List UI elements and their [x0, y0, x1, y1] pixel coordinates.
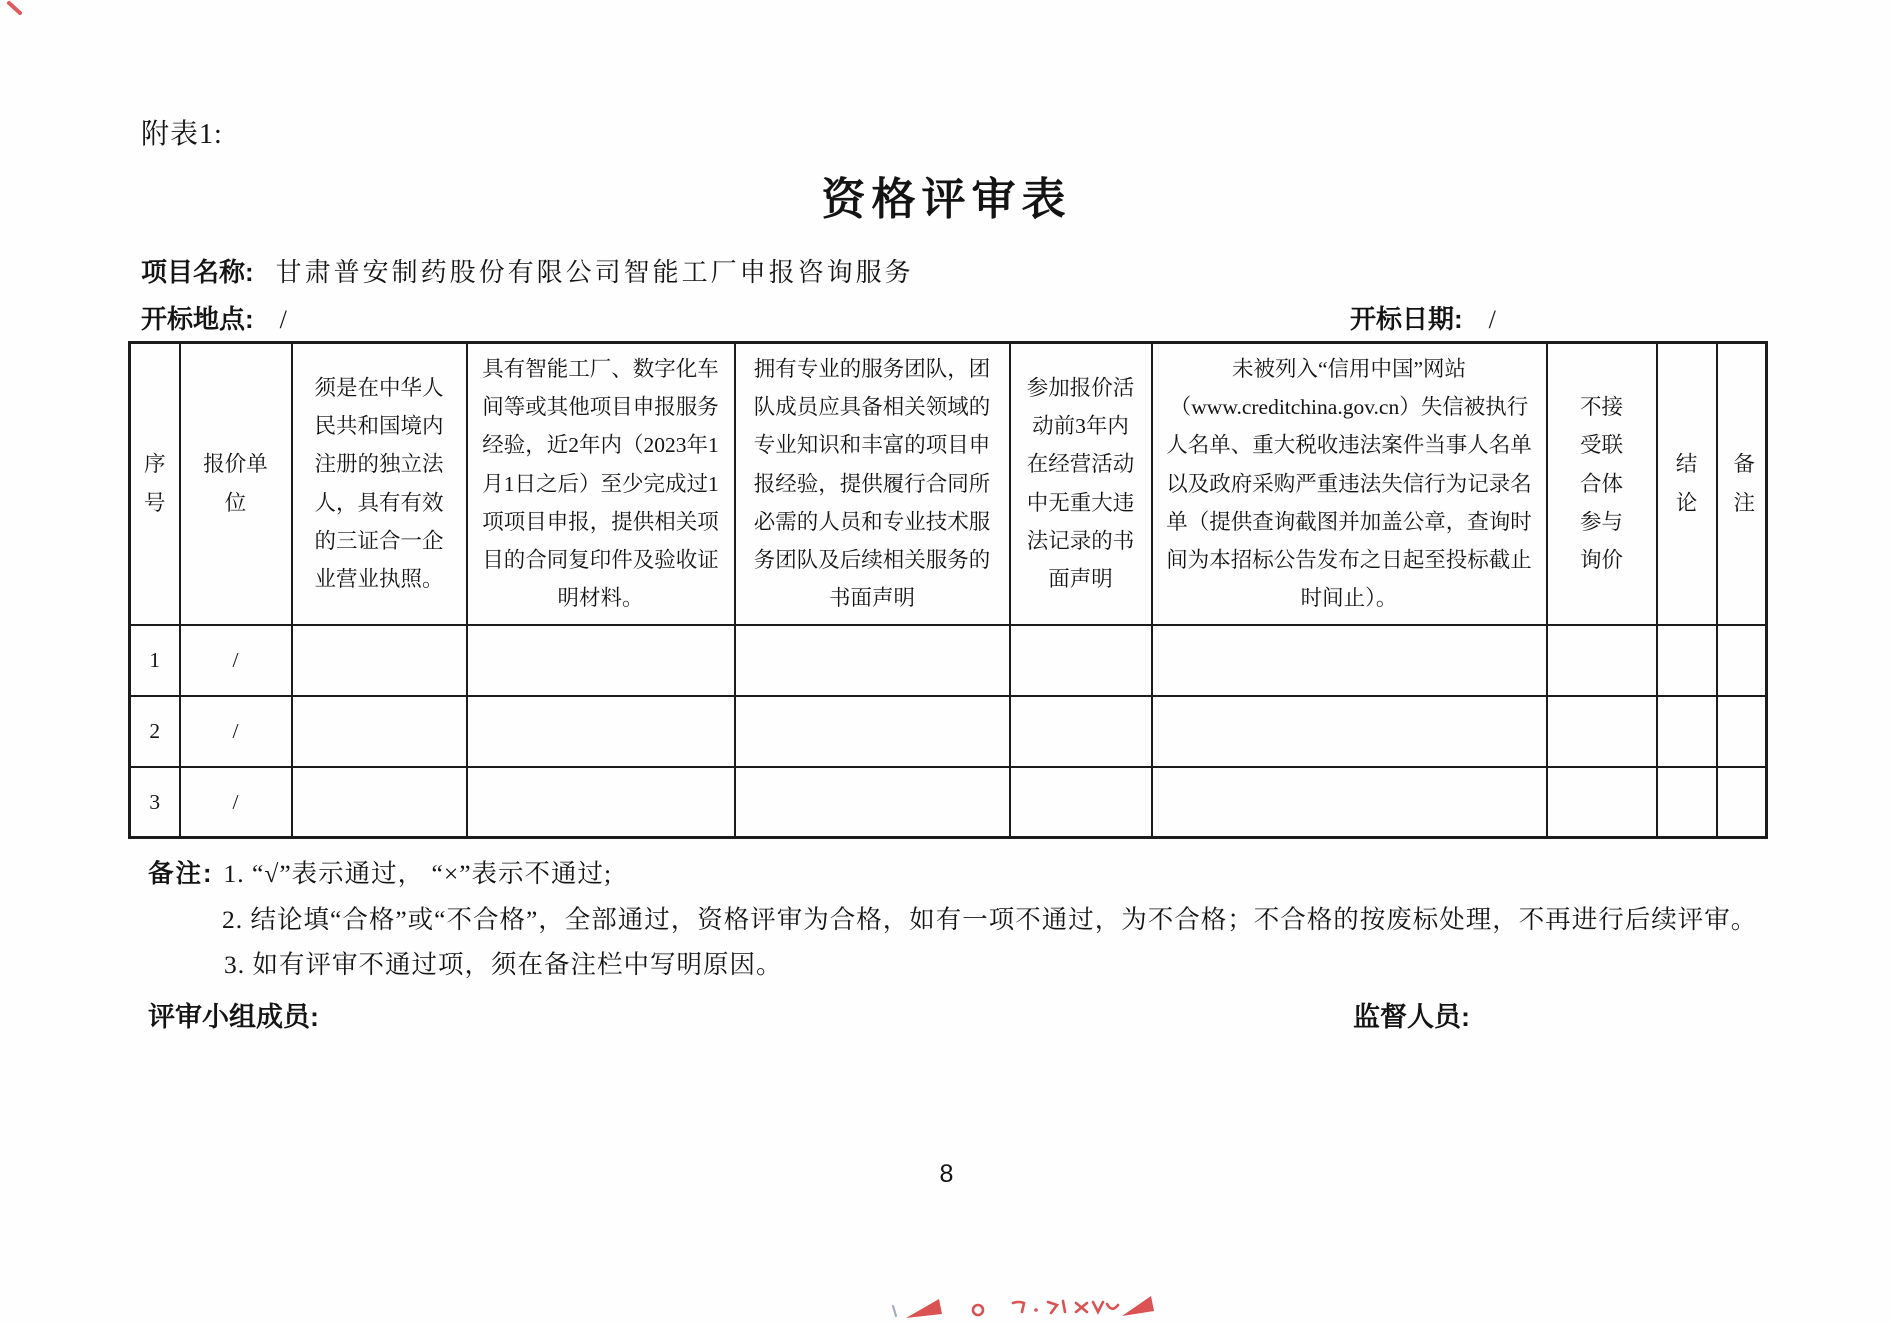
- bid-location: [141, 299, 287, 336]
- note-1-text: 1. “√”表示通过， “×”表示不通过;: [223, 859, 613, 888]
- bid-location-label: 开标地点:: [141, 304, 254, 334]
- seq-cell: 1: [130, 625, 180, 696]
- bidder-cell: /: [180, 625, 292, 696]
- table-cell: [1547, 696, 1657, 767]
- seq-cell: 3: [130, 767, 180, 838]
- table-cell: [1010, 767, 1152, 838]
- note-line-2: 2. 结论填“合格”或“不合格”，全部通过，资格评审为合格，如有一项不通过，为不合格；不合格的按废标处理，不再进行后续评审。: [222, 905, 1758, 934]
- bidder-cell: /: [180, 767, 292, 838]
- table-cell: [1657, 696, 1717, 767]
- qualification-review-table: [128, 341, 1768, 839]
- bid-meta-row: [141, 299, 1781, 336]
- project-name-value: 甘肃普安制药股份有限公司智能工厂申报咨询服务: [275, 258, 914, 287]
- note-line-3: 3. 如有评审不通过项，须在备注栏中写明原因。: [224, 950, 783, 979]
- table-row: [130, 625, 1767, 696]
- col-header-no-violation: 参加报价活动前3年内在经营活动中无重大违法记录的书面声明: [1010, 343, 1152, 625]
- table-cell: [1010, 696, 1152, 767]
- table-cell: [1717, 767, 1767, 838]
- table-header-row: [130, 343, 1767, 625]
- table-cell: [1717, 696, 1767, 767]
- table-cell: [1547, 767, 1657, 838]
- bid-location-value: /: [279, 305, 287, 334]
- table-row: [130, 767, 1767, 838]
- table-cell: [1152, 696, 1547, 767]
- table-cell: [1152, 625, 1547, 696]
- col-header-conclusion: 结论: [1657, 343, 1717, 625]
- page-number: 8: [939, 1160, 954, 1188]
- table-cell: [467, 625, 735, 696]
- table-cell: [735, 767, 1010, 838]
- col-header-credit-china: 未被列入“信用中国”网站（www.creditchina.gov.cn）失信被执行人名单、重大税收违法案件当事人名单以及政府采购严重违法失信行为记录名单（提供查询截图并加盖公章，查询时间为本招标公告发布之日起至投标截止时间止）。: [1152, 343, 1547, 625]
- col-header-experience: 具有智能工厂、数字化车间等或其他项目申报服务经验，近2年内（2023年1月1日之后）至少完成过1项项目申报，提供相关项目的合同复印件及验收证明材料。: [467, 343, 735, 625]
- col-header-remarks: 备注: [1717, 343, 1767, 625]
- seq-cell: 2: [130, 696, 180, 767]
- table-cell: [467, 696, 735, 767]
- attachment-label: 附表1:: [141, 119, 223, 150]
- table-cell: [292, 767, 467, 838]
- table-cell: [735, 696, 1010, 767]
- bid-date: [1350, 299, 1496, 336]
- notes-label: 备注:: [148, 860, 214, 888]
- table-cell: [292, 625, 467, 696]
- bidder-cell: /: [180, 696, 292, 767]
- table-cell: [1657, 625, 1717, 696]
- col-header-service-team: 拥有专业的服务团队，团队成员应具备相关领域的专业知识和丰富的项目申报经验，提供履行合同所必需的人员和专业技术服务团队及后续相关服务的书面声明: [735, 343, 1010, 625]
- table-cell: [1547, 625, 1657, 696]
- signature-row: [148, 995, 1788, 1034]
- table-cell: [292, 696, 467, 767]
- page-title: 资格评审表: [821, 175, 1072, 224]
- col-header-legal-entity: 须是在中华人民共和国境内注册的独立法人，具有有效的三证合一企业营业执照。: [292, 343, 467, 625]
- col-header-bidder: 报价单位: [180, 343, 292, 625]
- supervisor-label: 监督人员:: [1353, 1002, 1470, 1032]
- project-name-row: [141, 252, 914, 289]
- project-name-label: 项目名称:: [141, 257, 254, 287]
- table-row: [130, 696, 1767, 767]
- bid-date-label: 开标日期:: [1350, 304, 1463, 334]
- table-cell: [1152, 767, 1547, 838]
- table-cell: [1717, 625, 1767, 696]
- bid-date-value: /: [1488, 305, 1496, 334]
- note-line-1: [140, 851, 1778, 897]
- corner-red-mark-icon: [9, 3, 20, 13]
- review-team-label: 评审小组成员:: [148, 1002, 319, 1032]
- col-header-no-consortium: 不接受联合体参与询价: [1547, 343, 1657, 625]
- table-cell: [467, 767, 735, 838]
- table-cell: [735, 625, 1010, 696]
- table-cell: [1657, 767, 1717, 838]
- col-header-seq: 序号: [130, 343, 180, 625]
- notes-section: [140, 851, 1778, 987]
- table-cell: [1010, 625, 1152, 696]
